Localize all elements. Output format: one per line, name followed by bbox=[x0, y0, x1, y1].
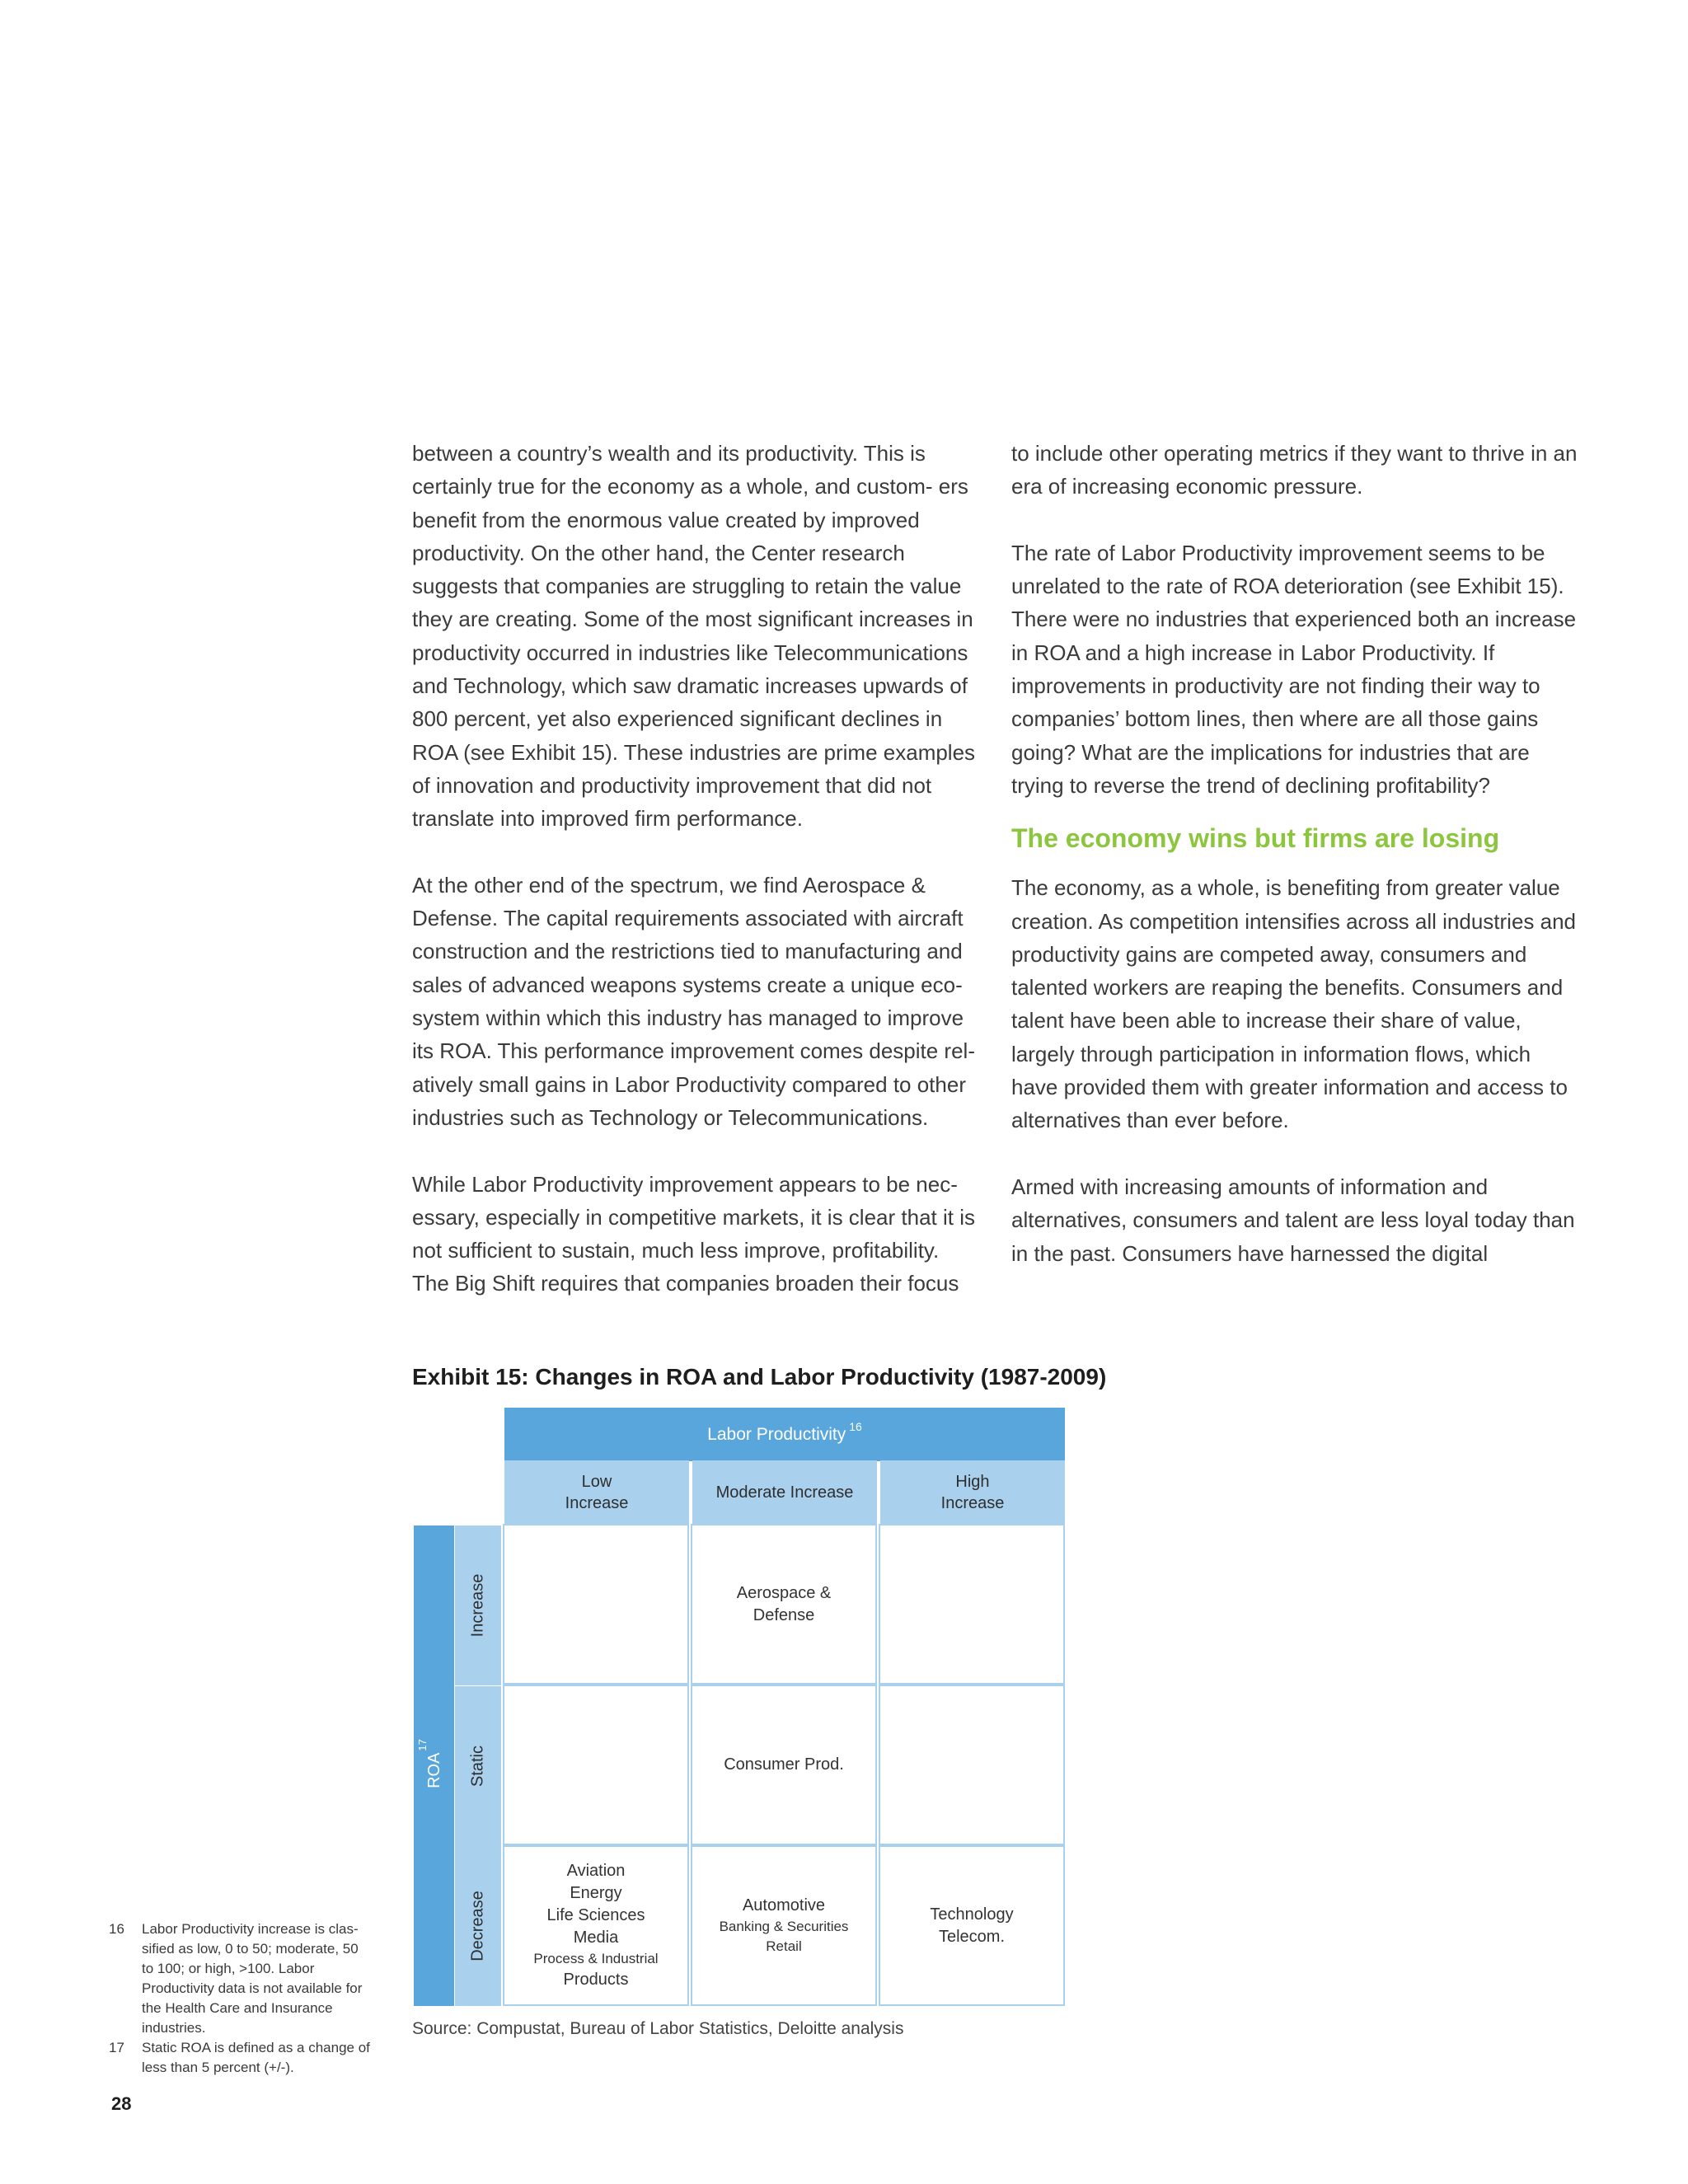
labor-productivity-label: Labor Productivity bbox=[707, 1424, 846, 1444]
col-head-line: Low bbox=[581, 1472, 612, 1491]
footnote-number: 16 bbox=[109, 1921, 124, 1937]
footnote-ref-17: 17 bbox=[416, 1739, 429, 1751]
matrix-cell-decrease-high bbox=[879, 1845, 1065, 2006]
matrix-cell-decrease-low bbox=[503, 1845, 689, 2006]
col-head-line: High bbox=[955, 1472, 990, 1491]
footnote-ref-16: 16 bbox=[849, 1419, 862, 1433]
industry-label: Consumer Prod. bbox=[724, 1755, 844, 1774]
paragraph: The economy, as a whole, is benefiting from greater value creation. As competition intensifies across all industries and productivity gains are competed away, consumers and talented workers are reaping the benefits. Consumers and talent have been able to increase their share of value, largely through participation in information flows, which have provided them with greater information and access to alternatives than ever before. bbox=[1011, 875, 1577, 1133]
matrix-cell-increase-high bbox=[879, 1524, 1065, 1685]
exhibit-title: Exhibit 15: Changes in ROA and Labor Productivity (1987-2009) bbox=[412, 1364, 1107, 1390]
page-number: 28 bbox=[111, 2093, 132, 2114]
paragraph: While Labor Productivity improvement appears to be nec- essary, especially in competitive markets, it is clear that it is not sufficient to sustain, much less improve, profitability. The Big Shift requires that companies broaden their focus bbox=[412, 1171, 975, 1296]
footnote bbox=[109, 2038, 373, 2078]
row-head-increase bbox=[455, 1526, 501, 1685]
industry-label: Energy bbox=[570, 1884, 622, 1902]
footnote-text: Labor Productivity increase is clas- sified as low, 0 to 50; moderate, 50 to 100; or high, >100. Labor Productivity data is not available for the Health Care and Insurance industries. bbox=[142, 1921, 363, 2036]
exhibit-source: Source: Compustat, Bureau of Labor Statistics, Deloitte analysis bbox=[412, 2019, 904, 2038]
row-head-static bbox=[455, 1686, 501, 1846]
col-head-high-increase bbox=[880, 1460, 1065, 1524]
paragraph: to include other operating metrics if they want to thrive in an era of increasing economic pressure. bbox=[1011, 441, 1578, 499]
matrix-cell-static-moderate bbox=[691, 1685, 877, 1845]
industry-label: Aviation bbox=[566, 1862, 626, 1880]
paragraph: The rate of Labor Productivity improvement seems to be unrelated to the rate of ROA deterioration (see Exhibit 15). There were no industries that experienced both an increase in ROA and a high increase in Labor Productivity. If improvements in productivity are not finding their way to companies’ bottom lines, then where are all those gains going? What are the implications for industries that are trying to reverse the trend of declining profitability? bbox=[1011, 540, 1577, 798]
industry-label: Retail bbox=[766, 1938, 802, 1954]
industry-label: Automotive bbox=[742, 1896, 826, 1915]
col-head-moderate-increase bbox=[692, 1460, 877, 1524]
row-head-decrease bbox=[455, 1846, 501, 2006]
paragraph: between a country’s wealth and its productivity. This is certainly true for the economy as a whole, and custom- ers benefit from the enormous value created by improved productivity. On the other hand, the Center research suggests that companies are struggling to retain the value they are creating. Some of the most significant increases in productivity occurred in industries like Telecommunications and Technology, which saw dramatic increases upwards of 800 percent, yet also experienced significant declines in ROA (see Exhibit 15). These industries are prime examples of innovation and productivity improvement that did not translate into improved firm performance. bbox=[412, 441, 976, 832]
industry-label: Telecom. bbox=[938, 1927, 1006, 1946]
footnote bbox=[109, 1919, 373, 2038]
paragraph: At the other end of the spectrum, we find Aerospace & Defense. The capital requirements associated with aircraft construction and the restrictions tied to manufacturing and sales of advanced weapons systems create a unique eco- system within which this industry has managed to improve its ROA. This performance improvement comes despite rel- atively small gains in Labor Productivity compared to other industries such as Technology or Telecommunications. bbox=[412, 872, 975, 1130]
matrix-cell-decrease-moderate bbox=[691, 1845, 877, 2006]
footnote-number: 17 bbox=[109, 2040, 124, 2055]
right-text-column bbox=[1011, 437, 1580, 1270]
industry-label: Life Sciences bbox=[546, 1906, 645, 1924]
labor-productivity-header bbox=[504, 1408, 1065, 1461]
col-head-line: Moderate Increase bbox=[715, 1483, 854, 1502]
matrix-cell-static-low bbox=[503, 1685, 689, 1845]
industry-label: Banking & Securities bbox=[719, 1919, 849, 1934]
matrix-cell-increase-moderate bbox=[691, 1524, 877, 1685]
footnotes bbox=[109, 1919, 373, 2078]
col-head-low-increase bbox=[504, 1460, 689, 1524]
left-text-column bbox=[412, 437, 981, 1301]
paragraph: Armed with increasing amounts of information and alternatives, consumers and talent are less loyal today than in the past. Consumers have harnessed the digital bbox=[1011, 1174, 1575, 1266]
row-head-label: Decrease bbox=[468, 1891, 487, 1961]
row-head-label: Static bbox=[468, 1745, 487, 1788]
roa-axis-label bbox=[416, 1739, 444, 1788]
row-head-label: Increase bbox=[468, 1573, 487, 1638]
industry-label: Process & Industrial bbox=[533, 1951, 659, 1966]
matrix-cell-increase-low bbox=[503, 1524, 689, 1685]
section-heading: The economy wins but firms are losing bbox=[1011, 823, 1500, 854]
industry-label: Technology bbox=[930, 1905, 1014, 1924]
matrix-cell-static-high bbox=[879, 1685, 1065, 1845]
industry-label: Products bbox=[563, 1971, 629, 1989]
industry-label: Media bbox=[573, 1929, 619, 1947]
roa-label-text: ROA bbox=[424, 1752, 443, 1788]
industry-label: Aerospace & bbox=[736, 1583, 832, 1602]
col-head-line: Increase bbox=[940, 1493, 1005, 1512]
industry-label: Defense bbox=[753, 1605, 815, 1624]
col-head-line: Increase bbox=[565, 1493, 629, 1512]
footnote-text: Static ROA is defined as a change of less than 5 percent (+/-). bbox=[142, 2040, 370, 2075]
